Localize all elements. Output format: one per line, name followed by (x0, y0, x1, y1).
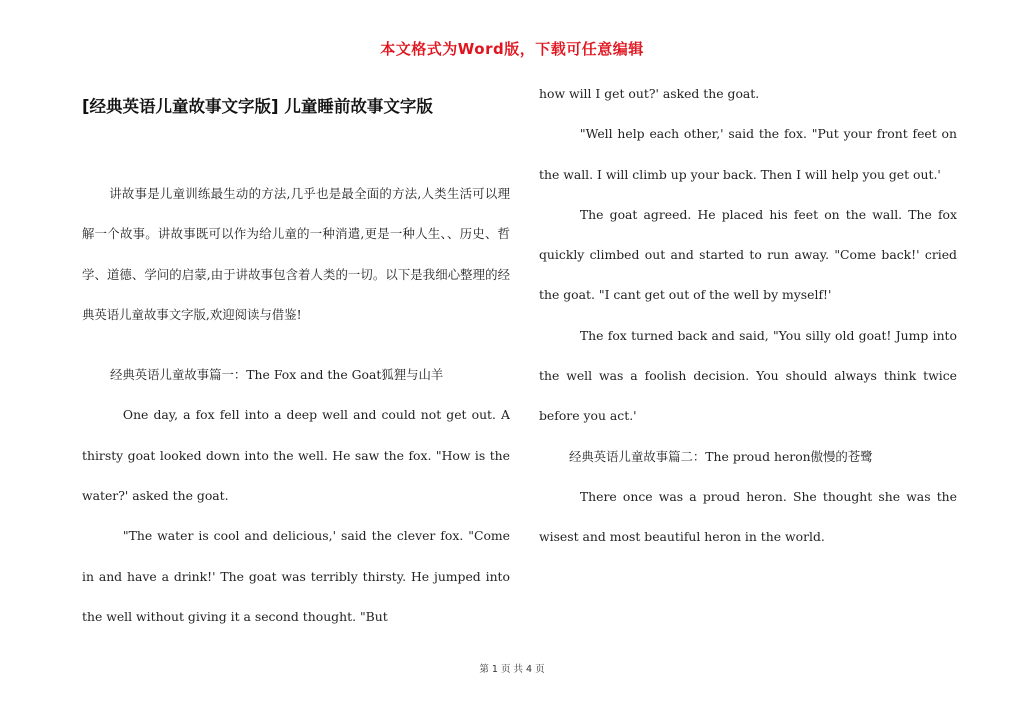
document-title: [经典英语儿童故事文字版] 儿童睡前故事文字版 (82, 97, 433, 116)
story-1-paragraph-1: One day, a fox fell into a deep well and could not get out. A thirsty goat looked down into the well. He saw the fox. "How is the water?' asked the goat. (82, 407, 510, 504)
story-1-paragraph-2: "The water is cool and delicious,' said the clever fox. "Come in and have a drink!' The goat was terribly thirsty. He jumped into the well without giving it a second thought. "But (82, 528, 510, 624)
intro-paragraph: 讲故事是儿童训练最生动的方法,几乎也是最全面的方法,人类生活可以理解一个故事。讲故事既可以作为给儿童的一种消遣,更是一种人生、、历史、哲学、道德、学问的启蒙,由于讲故事包含着人类的一切。以下是我细心整理的经典英语儿童故事文字版,欢迎阅读与借鉴! (82, 186, 510, 322)
page-number-footer: 第 1 页 共 4 页 (479, 664, 545, 675)
story-2-heading: 经典英语儿童故事篇二：The proud heron傲慢的苍鹭 (569, 448, 873, 464)
right-column (539, 74, 957, 558)
story-1-paragraph-3: how will I get out?' asked the goat. (539, 86, 760, 101)
story-1-paragraph-6: The fox turned back and said, "You silly old goat! Jump into the well was a foolish decision. You should always think twice before you act.' (539, 327, 957, 424)
word-format-banner: 本文格式为Word版，下载可任意编辑 (380, 40, 644, 58)
story-1-paragraph-4: "Well help each other,' said the fox. "Put your front feet on the wall. I will climb up your back. Then I will help you get out.' (539, 126, 957, 182)
story-1-paragraph-5: The goat agreed. He placed his feet on the wall. The fox quickly climbed out and started to run away. "Come back!' cried the goat. "I cant get out of the well by myself!' (539, 206, 957, 303)
story-1-heading: 经典英语儿童故事篇一：The Fox and the Goat狐狸与山羊 (110, 367, 444, 383)
left-column (82, 174, 510, 637)
story-2-paragraph-1: There once was a proud heron. She thought she was the wisest and most beautiful heron in the world. (539, 488, 957, 545)
